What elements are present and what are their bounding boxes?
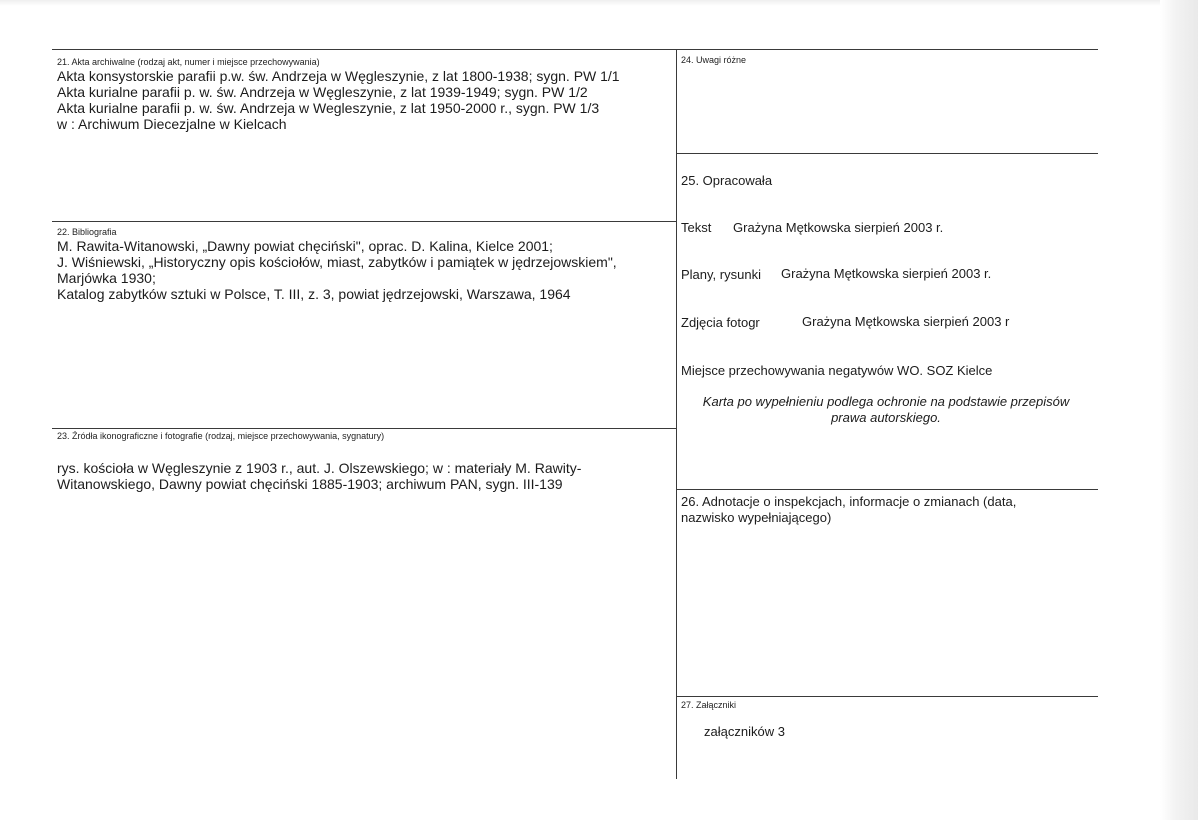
rule-24-25 bbox=[676, 153, 1098, 154]
archive-line: w : Archiwum Diecezjalne w Kielcach bbox=[57, 116, 287, 132]
iconography-line: rys. kościoła w Węgleszynie z 1903 r., aut. J. Olszewskiego; w : materiały M. Rawity- bbox=[57, 460, 582, 476]
plany-value: Grażyna Mętkowska sierpień 2003 r. bbox=[781, 266, 992, 281]
negatywy-text: Miejsce przechowywania negatywów WO. SOZ Kielce bbox=[681, 363, 993, 378]
plany-label: Plany, rysunki bbox=[681, 267, 761, 282]
attachments-value: załączników 3 bbox=[704, 724, 785, 739]
section-26-line: nazwisko wypełniającego) bbox=[681, 510, 832, 525]
section-24-label: 24. Uwagi różne bbox=[681, 55, 747, 65]
tekst-label: Tekst bbox=[681, 220, 712, 235]
section-21-content bbox=[57, 68, 620, 132]
section-21-label: 21. Akta archiwalne (rodzaj akt, numer i miejsce przechowywania) bbox=[57, 57, 320, 67]
scan-edge-right bbox=[1160, 0, 1198, 820]
rule-21-22 bbox=[52, 221, 676, 222]
section-22-content bbox=[57, 238, 617, 302]
archive-line: Akta konsystorskie parafii p.w. św. Andrzeja w Węgleszynie, z lat 1800-1938; sygn. PW 1/1 bbox=[57, 68, 620, 84]
column-divider bbox=[676, 49, 677, 779]
section-27-label: 27. Załączniki bbox=[681, 700, 737, 710]
archive-line: Akta kurialne parafii p. w. św. Andrzeja w Węgleszynie, z lat 1939-1949; sygn. PW 1/2 bbox=[57, 84, 588, 100]
scan-edge-top bbox=[0, 0, 1198, 6]
iconography-line: Witanowskiego, Dawny powiat chęciński 1885-1903; archiwum PAN, sygn. III-139 bbox=[57, 476, 563, 492]
archive-line: Akta kurialne parafii p. w. św. Andrzeja w Wegleszynie, z lat 1950-2000 r., sygn. PW 1/3 bbox=[57, 100, 600, 116]
section-23-label: 23. Źródła ikonograficzne i fotografie (rodzaj, miejsce przechowywania, sygnatury) bbox=[57, 431, 385, 441]
top-rule bbox=[52, 49, 1098, 50]
section-23-content bbox=[57, 460, 581, 492]
bibliography-line: J. Wiśniewski, „Historyczny opis kościołów, miast, zabytków i pamiątek w jędrzejowskiem", bbox=[57, 254, 617, 270]
rule-26-27 bbox=[676, 696, 1098, 697]
bibliography-line: M. Rawita-Witanowski, „Dawny powiat chęciński", oprac. D. Kalina, Kielce 2001; bbox=[57, 238, 553, 254]
zdjecia-value: Grażyna Mętkowska sierpień 2003 r bbox=[802, 314, 1010, 329]
tekst-value: Grażyna Mętkowska sierpień 2003 r. bbox=[733, 220, 944, 235]
section-22-label: 22. Bibliografia bbox=[57, 227, 117, 237]
section-26-label bbox=[681, 494, 1016, 526]
section-25-title: 25. Opracowała bbox=[681, 173, 773, 188]
rule-25-26 bbox=[676, 489, 1098, 490]
copyright-note-line: prawa autorskiego. bbox=[831, 410, 941, 425]
rule-22-23 bbox=[52, 428, 676, 429]
bibliography-line: Katalog zabytków sztuki w Polsce, T. III, z. 3, powiat jędrzejowski, Warszawa, 1964 bbox=[57, 286, 571, 302]
section-26-line: 26. Adnotacje o inspekcjach, informacje o zmianach (data, bbox=[681, 494, 1017, 509]
copyright-note bbox=[681, 394, 1091, 426]
copyright-note-line: Karta po wypełnieniu podlega ochronie na podstawie przepisów bbox=[702, 394, 1070, 409]
bibliography-line: Marjówka 1930; bbox=[57, 270, 156, 286]
zdjecia-label: Zdjęcia fotogr bbox=[681, 315, 760, 330]
